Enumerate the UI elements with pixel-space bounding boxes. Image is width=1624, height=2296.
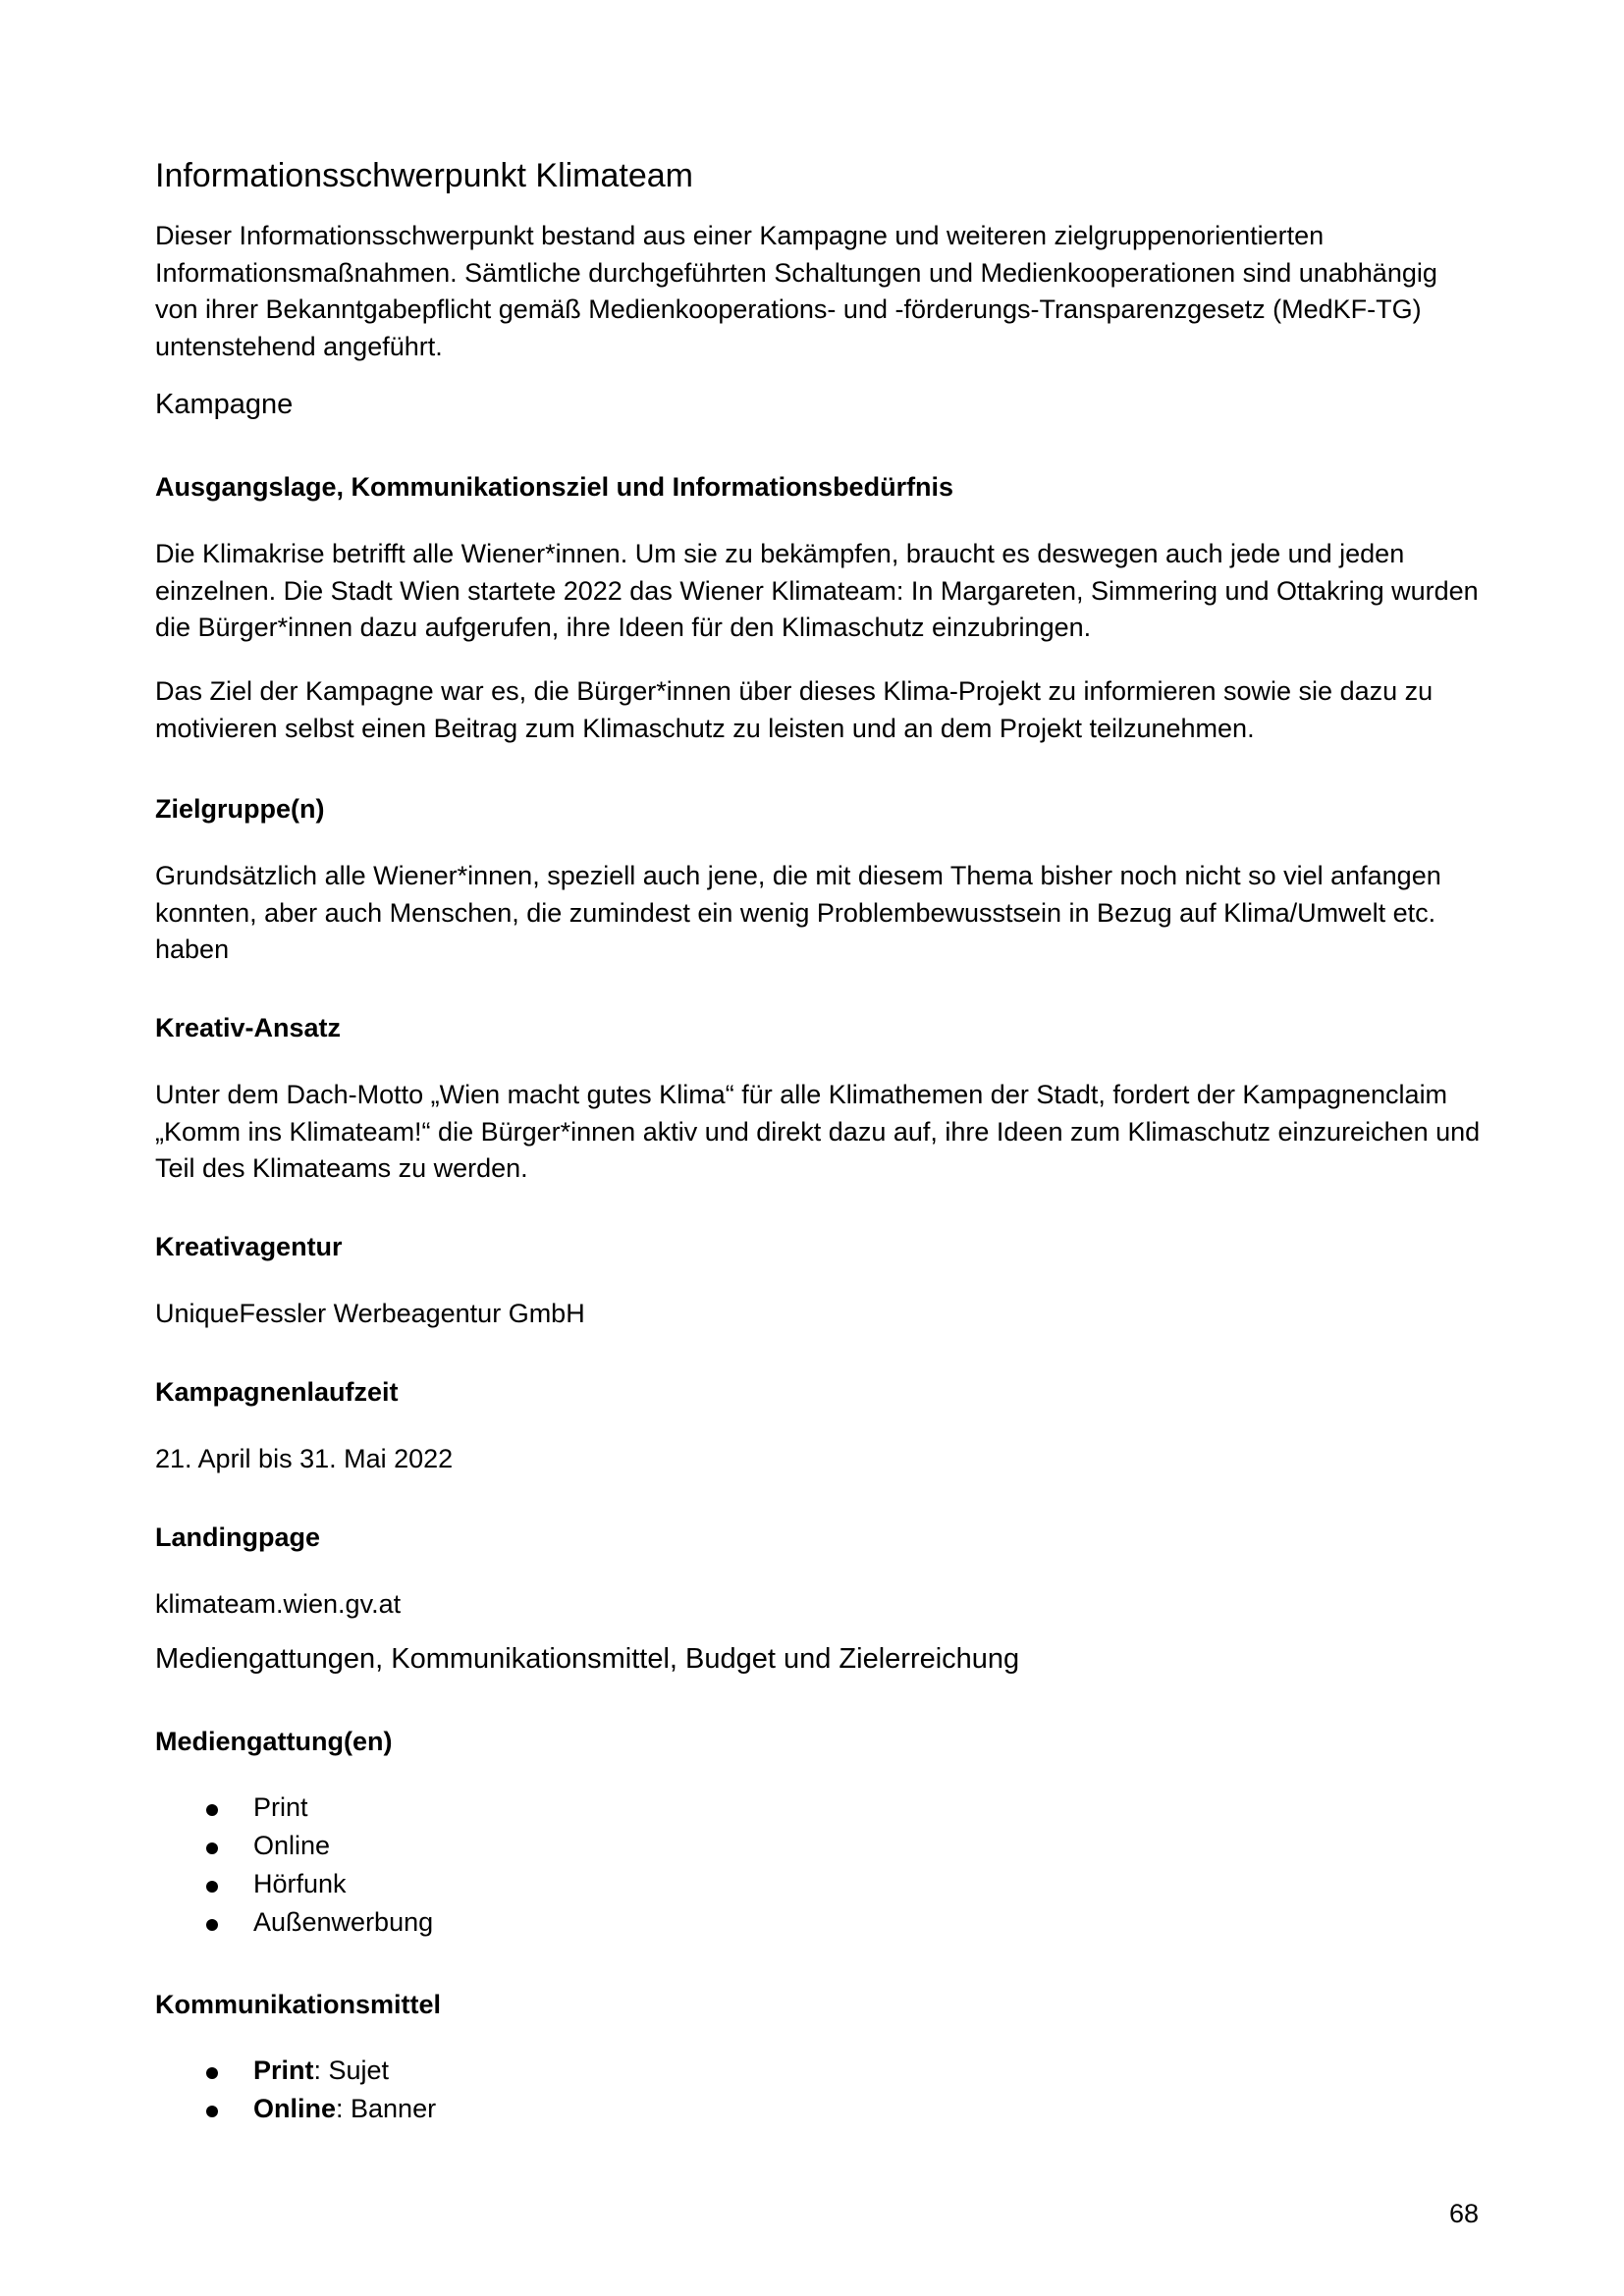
heading-kreativagentur: Kreativagentur bbox=[155, 1232, 343, 1261]
zielgruppe-paragraph: Grundsätzlich alle Wiener*innen, speziell auch jene, die mit diesem Thema bisher noch nicht so viel anfangen konnten, aber auch Menschen, die zumindest ein wenig Problembewusstsein in Bezug auf Klima/Umwelt etc. haben bbox=[155, 861, 1441, 964]
kreativ-paragraph: Unter dem Dach-Motto „Wien macht gutes Klima“ für alle Klimathemen der Stadt, fordert der Kampagnenclaim „Komm ins Klimateam!“ die Bürger*innen aktiv und direkt dazu auf, ihre Ideen zum Klimaschutz einzureichen und Teil des Klimateams zu werden. bbox=[155, 1080, 1481, 1183]
page-number: 68 bbox=[1449, 2199, 1480, 2228]
landingpage-text: klimateam.wien.gv.at bbox=[155, 1589, 402, 1619]
heading-zielgruppe: Zielgruppe(n) bbox=[155, 794, 325, 824]
heading-kreativ-ansatz: Kreativ-Ansatz bbox=[155, 1013, 342, 1042]
ausgangslage-paragraph-2: Das Ziel der Kampagne war es, die Bürger*innen über dieses Klima-Projekt zu informieren sowie sie dazu zu motivieren selbst einen Beitrag zum Klimaschutz zu leisten und an dem Projekt teilzunehmen. bbox=[155, 676, 1434, 743]
list-item-label: Online bbox=[253, 2094, 337, 2123]
list-item-value: : Banner bbox=[336, 2094, 437, 2123]
bullet-icon bbox=[206, 2067, 218, 2079]
ausgangslage-paragraph-1: Die Klimakrise betrifft alle Wiener*innen. Um sie zu bekämpfen, braucht es deswegen auch jede und jeden einzelnen. Die Stadt Wien startete 2022 das Wiener Klimateam: In Margareten, Simmering und Ottakring wurden die Bürger*innen dazu aufgerufen, ihre Ideen für den Klimaschutz einzubringen. bbox=[155, 539, 1479, 642]
heading-kommunikationsmittel: Kommunikationsmittel bbox=[155, 1990, 442, 2019]
subheading-mediengattungen: Mediengattungen, Kommunikationsmittel, Budget und Zielerreichung bbox=[155, 1643, 1020, 1675]
heading-ausgangslage: Ausgangslage, Kommunikationsziel und Informationsbedürfnis bbox=[155, 472, 954, 502]
list-item-label: Print bbox=[253, 2056, 314, 2085]
bullet-icon bbox=[206, 1919, 218, 1931]
bullet-icon bbox=[206, 2106, 218, 2117]
document-page: Informationsschwerpunkt Klimateam Dieser Informationsschwerpunkt bestand aus einer Kampagne und weiteren zielgruppenorientierten Informationsmaßnahmen. Sämtliche durchgeführten Schaltungen und Medienkooperationen sind unabhängig von ihrer Bekanntgabepflicht gemäß Medienkooperations- und -förderungs-Transparenzgesetz (MedKF-TG) untenstehend angeführt. Kampagne Ausgangslage, Kommunikationsziel und Informationsbedürfnis Die Klimakrise betrifft alle Wiener*innen. Um sie zu bekämpfen, braucht es deswegen auch jede und jeden einzelnen. Die Stadt Wien startete 2022 das Wiener Klimateam: In Margareten, Simmering und Ottakring wurden die Bürger*innen dazu aufgerufen, ihre Ideen für den Klimaschutz einzubringen. Das Ziel der Kampagne war es, die Bürger*innen über dieses Klima-Projekt zu informieren sowie sie dazu zu motivieren selbst einen Beitrag zum Klimaschutz zu leisten und an dem Projekt teilzunehmen. Zielgruppe(n) Grundsätzlich alle Wiener*innen, speziell auch jene, die mit diesem Thema bisher noch nicht so viel anfangen konnten, aber auch Menschen, die zumindest ein wenig Problembewusstsein in Bezug auf Klima/Umwelt etc. haben Kreativ-Ansatz Unter dem Dach-Motto „Wien macht gutes Klima“ für alle Klimathemen der Stadt, fordert der Kampagnenclaim „Komm ins Klimateam!“ die Bürger*innen aktiv und direkt dazu auf, ihre Ideen zum Klimaschutz einzureichen und Teil des Klimateams zu werden. Kreativagentur UniqueFessler Werbeagentur GmbH Kampagnenlaufzeit 21. April bis 31. Mai 2022 Landingpage klimateam.wien.gv.at Mediengattungen, Kommunikationsmittel, Budget und Zielerreichung Mediengattung(en) Print Online Hörfunk Außenwerbung Kommunikationsmittel Print: Sujet Online: Banner 68 bbox=[155, 157, 1481, 2228]
intro-paragraph: Dieser Informationsschwerpunkt bestand aus einer Kampagne und weiteren zielgruppenorientierten Informationsmaßnahmen. Sämtliche durchgeführten Schaltungen und Medienkooperationen sind unabhängig von ihrer Bekanntgabepflicht gemäß Medienkooperations- und -förderungs-Transparenzgesetz (MedKF-TG) untenstehend angeführt. bbox=[155, 221, 1437, 361]
heading-mediengattung: Mediengattung(en) bbox=[155, 1727, 393, 1756]
heading-kampagnenlaufzeit: Kampagnenlaufzeit bbox=[155, 1377, 399, 1407]
bullet-icon bbox=[206, 1842, 218, 1854]
heading-landingpage: Landingpage bbox=[155, 1522, 320, 1552]
kreativagentur-text: UniqueFessler Werbeagentur GmbH bbox=[155, 1299, 585, 1328]
list-item-value: : Sujet bbox=[313, 2056, 390, 2085]
bullet-icon bbox=[206, 1881, 218, 1893]
subheading-kampagne: Kampagne bbox=[155, 389, 294, 420]
section-title: Informationsschwerpunkt Klimateam bbox=[155, 157, 694, 194]
kampagnenlaufzeit-text: 21. April bis 31. Mai 2022 bbox=[155, 1444, 454, 1473]
bullet-icon bbox=[206, 1804, 218, 1816]
